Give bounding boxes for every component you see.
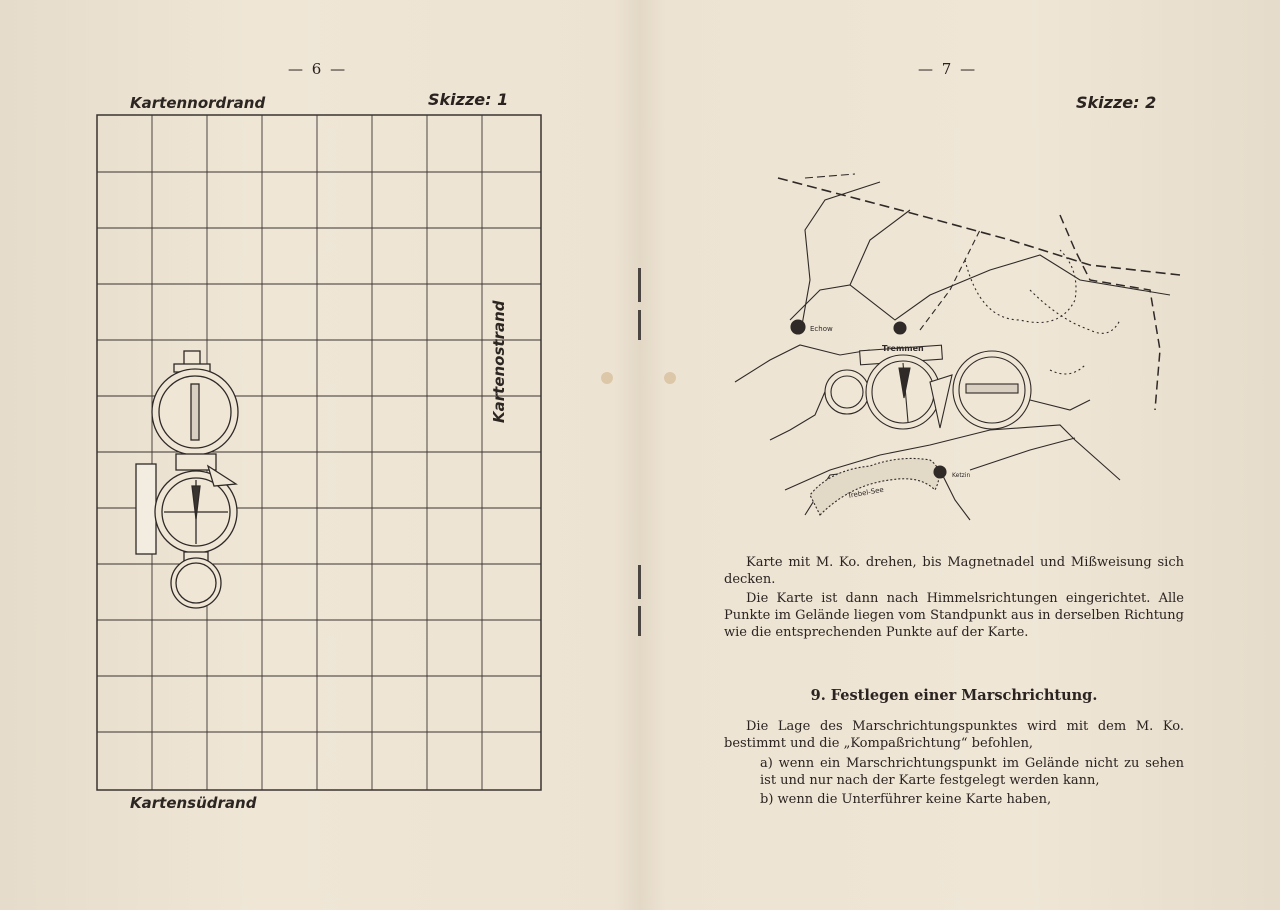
page-number: — 7 — [918, 60, 978, 78]
section-heading: 9. Festlegen einer Marschrichtung. [810, 687, 1098, 704]
map-edge-north-label: Kartennordrand [130, 94, 266, 112]
map-edge-east-label: Kartenostrand [490, 300, 508, 423]
paragraph-1: Karte mit M. Ko. drehen, bis Magnetnadel und Mißweisung sich decken. [724, 555, 1184, 587]
sketch-label: Skizze: 2 [1076, 93, 1157, 112]
paper-stain [601, 372, 613, 384]
paragraph-2: Die Karte ist dann nach Himmelsrichtungen eingerichtet. Alle Punkte im Gelände liegen vom Standpunkt aus in derselben Richtung wie die entsprechenden Punkte auf der Karte. [724, 591, 1184, 640]
sketch-label: Skizze: 1 [428, 90, 509, 109]
terrain-map-sketch [730, 170, 1190, 550]
compass-drawing [136, 351, 238, 608]
map-label-village-1: Echow [810, 325, 833, 333]
map-label-village-3: Ketzin [952, 472, 971, 479]
page-number: — 6 — [288, 60, 348, 78]
list-item-a: a) wenn ein Marschrichtungspunkt im Gelände nicht zu sehen ist und nur nach der Karte festgelegt werden kann, [760, 756, 1184, 788]
paragraph-3: Die Lage des Marschrichtungspunktes wird mit dem M. Ko. bestimmt und die „Kompaßrichtung“ befohlen, [724, 719, 1184, 751]
map-edge-south-label: Kartensüdrand [130, 794, 257, 812]
grid-map-sketch [96, 114, 542, 792]
map-label-village-2: Tremmen [882, 344, 924, 353]
map-label-lake: Trebel-See [846, 485, 885, 500]
list-item-b: b) wenn die Unterführer keine Karte haben, [760, 792, 1052, 807]
